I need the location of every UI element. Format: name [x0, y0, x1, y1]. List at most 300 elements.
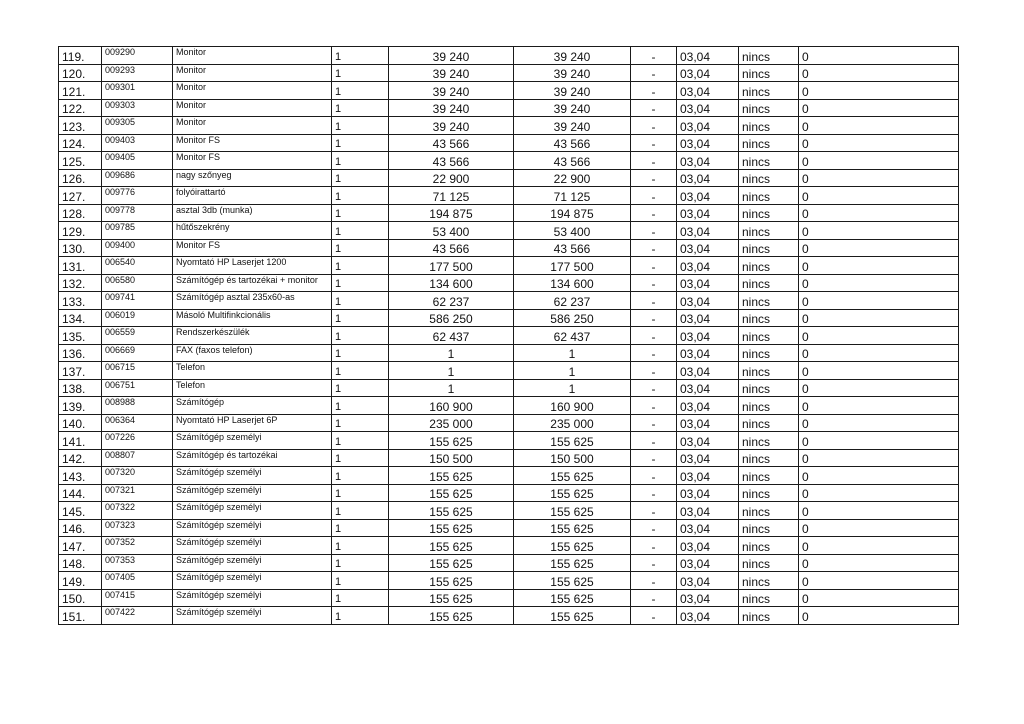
residual-value-cell: 0	[799, 607, 959, 625]
row-number-cell: 142.	[59, 449, 102, 467]
net-value-cell: 39 240	[514, 64, 631, 82]
table-row	[59, 484, 959, 502]
rate-code-cell: 03,04	[677, 554, 739, 572]
inventory-code-cell: 007321	[102, 484, 173, 502]
item-name-cell: Monitor	[173, 99, 332, 117]
item-name-cell: Monitor FS	[173, 239, 332, 257]
item-name-cell: Rendszerkészülék	[173, 327, 332, 345]
table-row	[59, 134, 959, 152]
gross-value-cell: 39 240	[389, 64, 514, 82]
table-row	[59, 554, 959, 572]
gross-value-cell: 71 125	[389, 187, 514, 205]
inventory-code-cell: 009301	[102, 82, 173, 100]
row-number-cell: 138.	[59, 379, 102, 397]
note-cell: nincs	[739, 239, 799, 257]
item-name-cell: Számítógép személyi	[173, 554, 332, 572]
quantity-cell: 1	[332, 99, 389, 117]
item-name-cell: Másoló Multifinkcionális	[173, 309, 332, 327]
quantity-cell: 1	[332, 502, 389, 520]
note-cell: nincs	[739, 47, 799, 65]
quantity-cell: 1	[332, 239, 389, 257]
item-name-cell: Számítógép személyi	[173, 572, 332, 590]
item-name-cell: Számítógép személyi	[173, 467, 332, 485]
item-name-cell: Nyomtató HP Laserjet 6P	[173, 414, 332, 432]
row-number-cell: 120.	[59, 64, 102, 82]
note-cell: nincs	[739, 432, 799, 450]
note-cell: nincs	[739, 362, 799, 380]
residual-value-cell: 0	[799, 257, 959, 275]
item-name-cell: Számítógép	[173, 397, 332, 415]
inventory-code-cell: 006364	[102, 414, 173, 432]
note-cell: nincs	[739, 397, 799, 415]
net-value-cell: 155 625	[514, 554, 631, 572]
gross-value-cell: 134 600	[389, 274, 514, 292]
row-number-cell: 134.	[59, 309, 102, 327]
depreciation-cell: -	[631, 239, 677, 257]
inventory-code-cell: 009686	[102, 169, 173, 187]
net-value-cell: 39 240	[514, 117, 631, 135]
quantity-cell: 1	[332, 467, 389, 485]
note-cell: nincs	[739, 274, 799, 292]
rate-code-cell: 03,04	[677, 222, 739, 240]
inventory-code-cell: 009776	[102, 187, 173, 205]
residual-value-cell: 0	[799, 117, 959, 135]
inventory-code-cell: 009741	[102, 292, 173, 310]
table-row	[59, 589, 959, 607]
row-number-cell: 140.	[59, 414, 102, 432]
quantity-cell: 1	[332, 414, 389, 432]
gross-value-cell: 39 240	[389, 99, 514, 117]
row-number-cell: 150.	[59, 589, 102, 607]
inventory-code-cell: 006559	[102, 327, 173, 345]
inventory-code-cell: 007405	[102, 572, 173, 590]
rate-code-cell: 03,04	[677, 187, 739, 205]
residual-value-cell: 0	[799, 502, 959, 520]
row-number-cell: 146.	[59, 519, 102, 537]
depreciation-cell: -	[631, 362, 677, 380]
depreciation-cell: -	[631, 82, 677, 100]
residual-value-cell: 0	[799, 99, 959, 117]
table-row	[59, 82, 959, 100]
table-row	[59, 99, 959, 117]
residual-value-cell: 0	[799, 239, 959, 257]
rate-code-cell: 03,04	[677, 64, 739, 82]
net-value-cell: 155 625	[514, 484, 631, 502]
residual-value-cell: 0	[799, 274, 959, 292]
quantity-cell: 1	[332, 82, 389, 100]
depreciation-cell: -	[631, 222, 677, 240]
item-name-cell: Telefon	[173, 362, 332, 380]
gross-value-cell: 155 625	[389, 589, 514, 607]
row-number-cell: 125.	[59, 152, 102, 170]
note-cell: nincs	[739, 607, 799, 625]
rate-code-cell: 03,04	[677, 274, 739, 292]
table-row	[59, 152, 959, 170]
gross-value-cell: 155 625	[389, 432, 514, 450]
gross-value-cell: 155 625	[389, 607, 514, 625]
table-row	[59, 309, 959, 327]
inventory-code-cell: 007322	[102, 502, 173, 520]
depreciation-cell: -	[631, 432, 677, 450]
item-name-cell: Telefon	[173, 379, 332, 397]
net-value-cell: 43 566	[514, 134, 631, 152]
net-value-cell: 150 500	[514, 449, 631, 467]
gross-value-cell: 1	[389, 362, 514, 380]
item-name-cell: Számítógép személyi	[173, 484, 332, 502]
quantity-cell: 1	[332, 309, 389, 327]
table-row	[59, 572, 959, 590]
note-cell: nincs	[739, 134, 799, 152]
depreciation-cell: -	[631, 169, 677, 187]
note-cell: nincs	[739, 222, 799, 240]
rate-code-cell: 03,04	[677, 134, 739, 152]
depreciation-cell: -	[631, 309, 677, 327]
item-name-cell: Monitor	[173, 64, 332, 82]
row-number-cell: 141.	[59, 432, 102, 450]
inventory-code-cell: 009290	[102, 47, 173, 65]
net-value-cell: 155 625	[514, 607, 631, 625]
quantity-cell: 1	[332, 117, 389, 135]
depreciation-cell: -	[631, 47, 677, 65]
gross-value-cell: 194 875	[389, 204, 514, 222]
residual-value-cell: 0	[799, 449, 959, 467]
depreciation-cell: -	[631, 99, 677, 117]
depreciation-cell: -	[631, 379, 677, 397]
item-name-cell: Számítógép és tartozékai + monitor	[173, 274, 332, 292]
depreciation-cell: -	[631, 589, 677, 607]
table-row	[59, 204, 959, 222]
table-row	[59, 327, 959, 345]
residual-value-cell: 0	[799, 169, 959, 187]
item-name-cell: Számítógép asztal 235x60-as	[173, 292, 332, 310]
inventory-code-cell: 009293	[102, 64, 173, 82]
gross-value-cell: 150 500	[389, 449, 514, 467]
table-row	[59, 362, 959, 380]
rate-code-cell: 03,04	[677, 99, 739, 117]
rate-code-cell: 03,04	[677, 519, 739, 537]
depreciation-cell: -	[631, 64, 677, 82]
rate-code-cell: 03,04	[677, 362, 739, 380]
gross-value-cell: 1	[389, 344, 514, 362]
note-cell: nincs	[739, 414, 799, 432]
net-value-cell: 1	[514, 362, 631, 380]
row-number-cell: 135.	[59, 327, 102, 345]
net-value-cell: 155 625	[514, 572, 631, 590]
gross-value-cell: 155 625	[389, 554, 514, 572]
rate-code-cell: 03,04	[677, 292, 739, 310]
note-cell: nincs	[739, 82, 799, 100]
rate-code-cell: 03,04	[677, 117, 739, 135]
depreciation-cell: -	[631, 607, 677, 625]
gross-value-cell: 155 625	[389, 519, 514, 537]
net-value-cell: 177 500	[514, 257, 631, 275]
note-cell: nincs	[739, 309, 799, 327]
note-cell: nincs	[739, 204, 799, 222]
depreciation-cell: -	[631, 187, 677, 205]
quantity-cell: 1	[332, 554, 389, 572]
row-number-cell: 131.	[59, 257, 102, 275]
quantity-cell: 1	[332, 292, 389, 310]
inventory-code-cell: 009405	[102, 152, 173, 170]
inventory-code-cell: 007353	[102, 554, 173, 572]
rate-code-cell: 03,04	[677, 607, 739, 625]
residual-value-cell: 0	[799, 554, 959, 572]
item-name-cell: Számítógép személyi	[173, 502, 332, 520]
gross-value-cell: 62 437	[389, 327, 514, 345]
depreciation-cell: -	[631, 467, 677, 485]
net-value-cell: 71 125	[514, 187, 631, 205]
quantity-cell: 1	[332, 379, 389, 397]
residual-value-cell: 0	[799, 397, 959, 415]
item-name-cell: Monitor FS	[173, 134, 332, 152]
depreciation-cell: -	[631, 537, 677, 555]
note-cell: nincs	[739, 537, 799, 555]
table-row	[59, 169, 959, 187]
table-row	[59, 64, 959, 82]
row-number-cell: 130.	[59, 239, 102, 257]
gross-value-cell: 1	[389, 379, 514, 397]
inventory-code-cell: 006540	[102, 257, 173, 275]
quantity-cell: 1	[332, 204, 389, 222]
quantity-cell: 1	[332, 327, 389, 345]
rate-code-cell: 03,04	[677, 484, 739, 502]
note-cell: nincs	[739, 169, 799, 187]
depreciation-cell: -	[631, 257, 677, 275]
gross-value-cell: 43 566	[389, 239, 514, 257]
residual-value-cell: 0	[799, 362, 959, 380]
table-row	[59, 467, 959, 485]
row-number-cell: 121.	[59, 82, 102, 100]
row-number-cell: 145.	[59, 502, 102, 520]
quantity-cell: 1	[332, 449, 389, 467]
depreciation-cell: -	[631, 134, 677, 152]
gross-value-cell: 43 566	[389, 152, 514, 170]
rate-code-cell: 03,04	[677, 309, 739, 327]
depreciation-cell: -	[631, 397, 677, 415]
residual-value-cell: 0	[799, 327, 959, 345]
table-row	[59, 292, 959, 310]
residual-value-cell: 0	[799, 467, 959, 485]
net-value-cell: 134 600	[514, 274, 631, 292]
residual-value-cell: 0	[799, 134, 959, 152]
inventory-code-cell: 007320	[102, 467, 173, 485]
rate-code-cell: 03,04	[677, 572, 739, 590]
row-number-cell: 136.	[59, 344, 102, 362]
rate-code-cell: 03,04	[677, 379, 739, 397]
table-row	[59, 502, 959, 520]
inventory-code-cell: 009303	[102, 99, 173, 117]
inventory-code-cell: 008807	[102, 449, 173, 467]
item-name-cell: Számítógép személyi	[173, 537, 332, 555]
item-name-cell: Számítógép és tartozékai	[173, 449, 332, 467]
note-cell: nincs	[739, 379, 799, 397]
row-number-cell: 128.	[59, 204, 102, 222]
table-row	[59, 379, 959, 397]
depreciation-cell: -	[631, 204, 677, 222]
depreciation-cell: -	[631, 449, 677, 467]
row-number-cell: 144.	[59, 484, 102, 502]
rate-code-cell: 03,04	[677, 47, 739, 65]
net-value-cell: 39 240	[514, 47, 631, 65]
note-cell: nincs	[739, 152, 799, 170]
row-number-cell: 149.	[59, 572, 102, 590]
depreciation-cell: -	[631, 327, 677, 345]
inventory-code-cell: 007226	[102, 432, 173, 450]
item-name-cell: Számítógép személyi	[173, 519, 332, 537]
residual-value-cell: 0	[799, 519, 959, 537]
item-name-cell: Monitor	[173, 47, 332, 65]
rate-code-cell: 03,04	[677, 449, 739, 467]
net-value-cell: 1	[514, 344, 631, 362]
inventory-code-cell: 006669	[102, 344, 173, 362]
table-row	[59, 187, 959, 205]
gross-value-cell: 177 500	[389, 257, 514, 275]
gross-value-cell: 160 900	[389, 397, 514, 415]
net-value-cell: 62 437	[514, 327, 631, 345]
note-cell: nincs	[739, 99, 799, 117]
quantity-cell: 1	[332, 537, 389, 555]
gross-value-cell: 235 000	[389, 414, 514, 432]
quantity-cell: 1	[332, 362, 389, 380]
item-name-cell: FAX (faxos telefon)	[173, 344, 332, 362]
quantity-cell: 1	[332, 432, 389, 450]
net-value-cell: 155 625	[514, 502, 631, 520]
item-name-cell: Számítógép személyi	[173, 432, 332, 450]
note-cell: nincs	[739, 519, 799, 537]
row-number-cell: 151.	[59, 607, 102, 625]
quantity-cell: 1	[332, 344, 389, 362]
residual-value-cell: 0	[799, 222, 959, 240]
residual-value-cell: 0	[799, 82, 959, 100]
quantity-cell: 1	[332, 572, 389, 590]
depreciation-cell: -	[631, 484, 677, 502]
net-value-cell: 43 566	[514, 239, 631, 257]
gross-value-cell: 155 625	[389, 467, 514, 485]
gross-value-cell: 43 566	[389, 134, 514, 152]
net-value-cell: 194 875	[514, 204, 631, 222]
row-number-cell: 147.	[59, 537, 102, 555]
gross-value-cell: 53 400	[389, 222, 514, 240]
table-row	[59, 519, 959, 537]
table-row	[59, 222, 959, 240]
depreciation-cell: -	[631, 502, 677, 520]
note-cell: nincs	[739, 502, 799, 520]
item-name-cell: Nyomtató HP Laserjet 1200	[173, 257, 332, 275]
residual-value-cell: 0	[799, 204, 959, 222]
net-value-cell: 22 900	[514, 169, 631, 187]
inventory-code-cell: 007352	[102, 537, 173, 555]
table-row	[59, 274, 959, 292]
residual-value-cell: 0	[799, 379, 959, 397]
gross-value-cell: 155 625	[389, 484, 514, 502]
asset-inventory-table	[58, 46, 959, 625]
quantity-cell: 1	[332, 519, 389, 537]
net-value-cell: 43 566	[514, 152, 631, 170]
row-number-cell: 123.	[59, 117, 102, 135]
rate-code-cell: 03,04	[677, 467, 739, 485]
table-body	[59, 47, 959, 625]
note-cell: nincs	[739, 484, 799, 502]
table-row	[59, 47, 959, 65]
note-cell: nincs	[739, 64, 799, 82]
note-cell: nincs	[739, 257, 799, 275]
quantity-cell: 1	[332, 64, 389, 82]
residual-value-cell: 0	[799, 64, 959, 82]
quantity-cell: 1	[332, 152, 389, 170]
row-number-cell: 129.	[59, 222, 102, 240]
row-number-cell: 148.	[59, 554, 102, 572]
residual-value-cell: 0	[799, 414, 959, 432]
rate-code-cell: 03,04	[677, 257, 739, 275]
residual-value-cell: 0	[799, 152, 959, 170]
gross-value-cell: 155 625	[389, 572, 514, 590]
table-row	[59, 607, 959, 625]
rate-code-cell: 03,04	[677, 152, 739, 170]
gross-value-cell: 62 237	[389, 292, 514, 310]
note-cell: nincs	[739, 117, 799, 135]
row-number-cell: 139.	[59, 397, 102, 415]
row-number-cell: 137.	[59, 362, 102, 380]
quantity-cell: 1	[332, 484, 389, 502]
table-row	[59, 239, 959, 257]
residual-value-cell: 0	[799, 47, 959, 65]
depreciation-cell: -	[631, 292, 677, 310]
residual-value-cell: 0	[799, 537, 959, 555]
depreciation-cell: -	[631, 572, 677, 590]
row-number-cell: 127.	[59, 187, 102, 205]
residual-value-cell: 0	[799, 589, 959, 607]
residual-value-cell: 0	[799, 432, 959, 450]
inventory-code-cell: 009403	[102, 134, 173, 152]
table-row	[59, 344, 959, 362]
net-value-cell: 155 625	[514, 537, 631, 555]
inventory-code-cell: 006580	[102, 274, 173, 292]
residual-value-cell: 0	[799, 292, 959, 310]
item-name-cell: Monitor	[173, 117, 332, 135]
note-cell: nincs	[739, 449, 799, 467]
gross-value-cell: 22 900	[389, 169, 514, 187]
residual-value-cell: 0	[799, 484, 959, 502]
item-name-cell: Monitor	[173, 82, 332, 100]
net-value-cell: 1	[514, 379, 631, 397]
rate-code-cell: 03,04	[677, 327, 739, 345]
residual-value-cell: 0	[799, 572, 959, 590]
depreciation-cell: -	[631, 344, 677, 362]
net-value-cell: 39 240	[514, 99, 631, 117]
inventory-code-cell: 006715	[102, 362, 173, 380]
note-cell: nincs	[739, 589, 799, 607]
rate-code-cell: 03,04	[677, 239, 739, 257]
gross-value-cell: 586 250	[389, 309, 514, 327]
quantity-cell: 1	[332, 47, 389, 65]
row-number-cell: 143.	[59, 467, 102, 485]
net-value-cell: 155 625	[514, 589, 631, 607]
rate-code-cell: 03,04	[677, 502, 739, 520]
item-name-cell: Monitor FS	[173, 152, 332, 170]
net-value-cell: 62 237	[514, 292, 631, 310]
note-cell: nincs	[739, 187, 799, 205]
item-name-cell: folyóirattartó	[173, 187, 332, 205]
quantity-cell: 1	[332, 607, 389, 625]
note-cell: nincs	[739, 344, 799, 362]
row-number-cell: 119.	[59, 47, 102, 65]
inventory-code-cell: 009778	[102, 204, 173, 222]
inventory-code-cell: 006751	[102, 379, 173, 397]
rate-code-cell: 03,04	[677, 589, 739, 607]
depreciation-cell: -	[631, 117, 677, 135]
row-number-cell: 133.	[59, 292, 102, 310]
quantity-cell: 1	[332, 134, 389, 152]
